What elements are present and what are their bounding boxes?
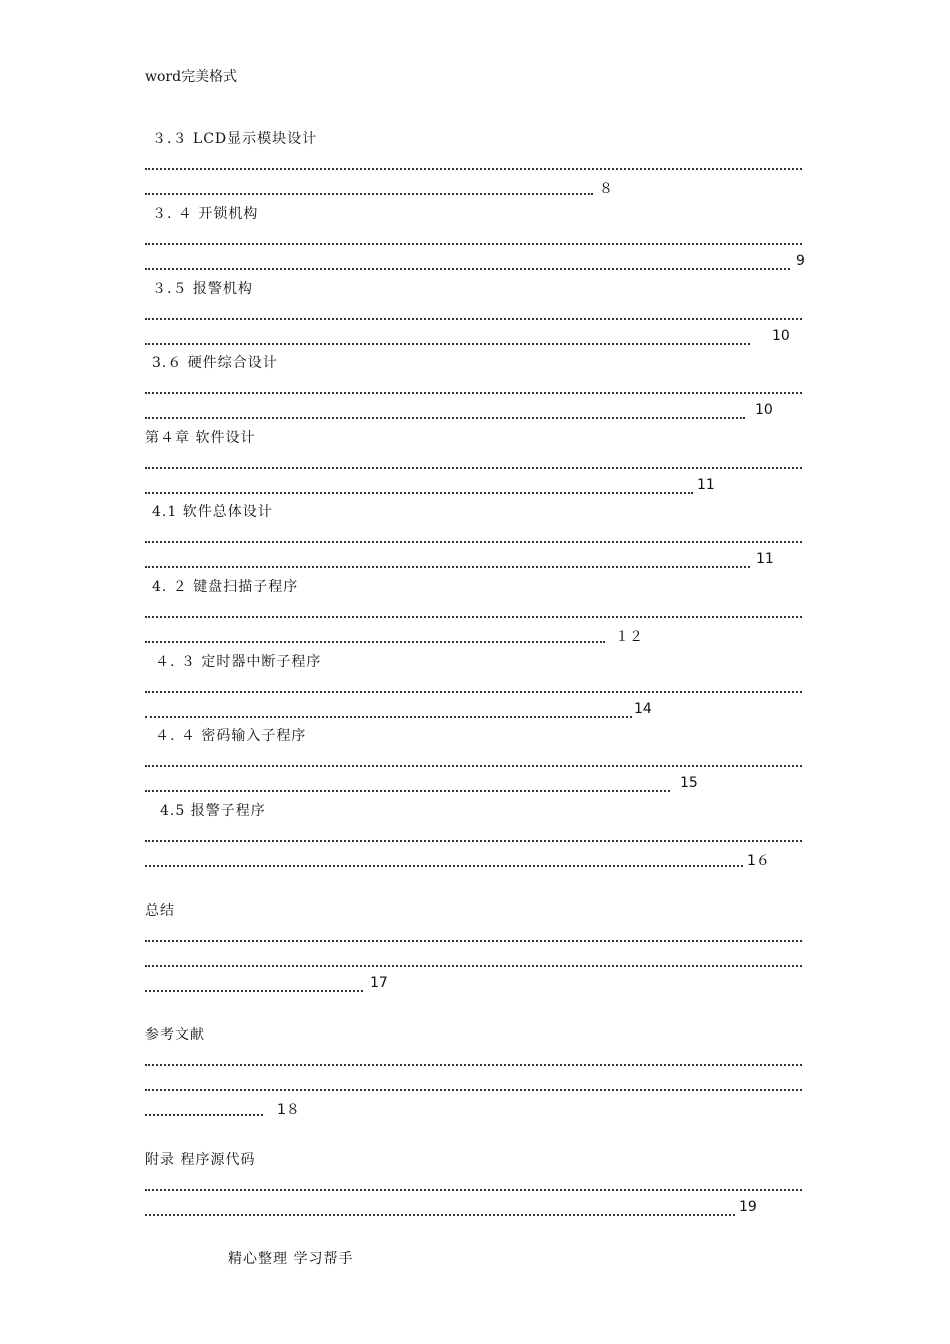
toc-leader [145, 523, 802, 543]
toc-leader [145, 772, 670, 792]
toc-entry-title: ３.３ LCD显示模块设计 [152, 131, 318, 147]
toc-leader [145, 623, 605, 643]
toc-page-number: 10 [755, 402, 773, 418]
toc-leader [145, 150, 802, 170]
toc-page-number: 11 [756, 551, 774, 567]
page-header: word完美格式 [145, 69, 238, 85]
toc-page-number: 10 [772, 328, 790, 344]
toc-page-number: 1８ [277, 1102, 300, 1118]
toc-leader [145, 1046, 802, 1066]
toc-page-number: 15 [680, 775, 698, 791]
toc-leader [145, 673, 802, 693]
toc-leader [145, 698, 632, 718]
toc-entry-title: ３.５ 报警机构 [152, 281, 253, 297]
toc-leader [145, 1071, 802, 1091]
page-footer: 精心整理 学习帮手 [228, 1251, 354, 1267]
toc-page-number: ８ [599, 181, 613, 197]
toc-leader [145, 747, 802, 767]
toc-page-number: 9 [796, 253, 805, 269]
toc-page-number: 11 [697, 477, 715, 493]
toc-leader [145, 847, 743, 867]
toc-leader [145, 598, 802, 618]
toc-leader [145, 250, 790, 270]
toc-entry-title: ３. ４ 开锁机构 [152, 206, 259, 222]
toc-leader [145, 225, 802, 245]
toc-entry-title: 第４章 软件设计 [145, 430, 256, 446]
toc-leader [145, 175, 593, 195]
toc-entry-title: 附录 程序源代码 [145, 1152, 256, 1168]
toc-leader [145, 1196, 735, 1216]
toc-entry-title: 4.1 软件总体设计 [152, 504, 273, 520]
toc-leader [145, 1171, 802, 1191]
toc-entry-title: 4. ２ 键盘扫描子程序 [152, 579, 299, 595]
toc-leader [145, 449, 802, 469]
toc-page-number: 14 [634, 701, 652, 717]
toc-entry-title: ４. ３ 定时器中断子程序 [155, 654, 322, 670]
toc-entry-title: 总结 [145, 903, 175, 919]
toc-page-number: １２ [615, 629, 643, 645]
toc-entry-title: 4.5 报警子程序 [160, 803, 266, 819]
toc-leader [145, 822, 802, 842]
toc-leader [145, 947, 802, 967]
toc-leader [145, 374, 802, 394]
toc-entry-title: ４. ４ 密码输入子程序 [155, 728, 307, 744]
toc-leader [145, 922, 802, 942]
toc-leader [145, 1096, 263, 1116]
toc-page-number: 1６ [747, 853, 770, 869]
toc-entry-title: 参考文献 [145, 1027, 205, 1043]
toc-page-number: 19 [739, 1199, 757, 1215]
toc-leader [145, 325, 750, 345]
toc-page-number: 17 [370, 975, 388, 991]
toc-leader [145, 300, 802, 320]
toc-entry-title: 3.６ 硬件综合设计 [152, 355, 278, 371]
toc-leader [145, 548, 750, 568]
toc-leader [145, 972, 363, 992]
toc-leader [145, 474, 693, 494]
toc-leader [145, 399, 745, 419]
